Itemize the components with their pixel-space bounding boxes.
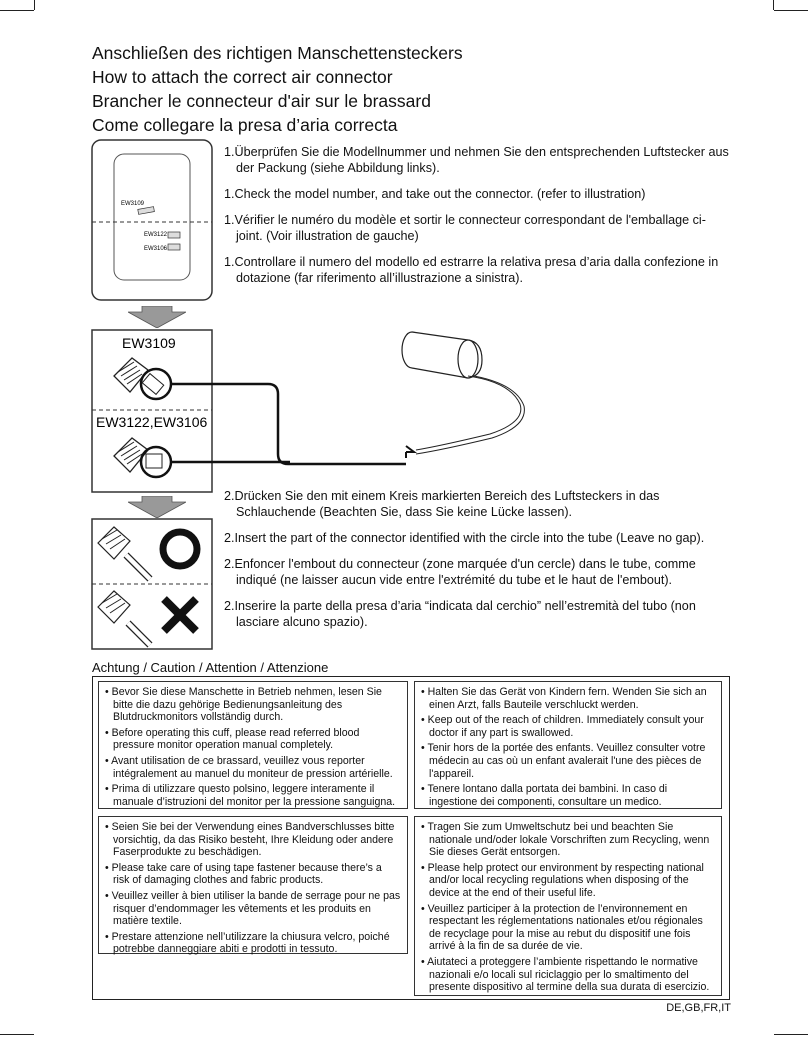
title-en: How to attach the correct air connector [92,67,393,87]
caution-item: • Avant utilisation de ce brassard, veuillez vous reporter intégralement au manuel du moniteur de pression artérielle. [105,754,393,780]
caution-item: • Halten Sie das Gerät von Kindern fern. Wenden Sie sich an einen Arzt, falls Bauteile verschluckt werden. [421,686,707,711]
step2-fr: 2.Enfoncer l'embout du connecteur (zone marquée d'un cercle) dans le tube, comme indiqué (ne laisser aucun vide entre l'extrémité du tube et le haut de l'embout). [224,557,696,587]
down-arrow-icon [128,306,186,328]
caution-item: • Prima di utilizzare questo polsino, leggere interamente il manuale d’istruzioni del monitor per la pressione sanguigna. [105,783,396,808]
down-arrow-icon [128,496,186,518]
caution-item: • Tenere lontano dalla portata dei bambini. In caso di ingestione dei componenti, consultare un medico. [421,783,668,808]
crop-mark [774,1034,808,1035]
model-label-ew3109: EW3109 [122,335,176,351]
caution-item: • Before operating this cuff, please read referred blood pressure monitor operation manual completely. [105,726,360,752]
caution-item: • Tragen Sie zum Umweltschutz bei und beachten Sie nationale und/oder lokale Vorschriften zum Recycling, wenn Sie dieses Gerät entsorgen. [421,821,710,859]
correct-incorrect-diagram [90,517,214,651]
crop-mark [0,10,34,11]
step2-it: 2.Inserire la parte della presa d’aria “indicata dal cerchio” nell’estremità del tubo (non lasciare alcuno spazio). [224,599,696,629]
package-label-ew3109: EW3109 [121,201,145,207]
crop-mark [773,0,774,10]
step2-instructions [224,488,730,630]
caution-heading: Achtung / Caution / Attention / Attenzione [92,660,329,675]
caution-item: • Veuillez veiller à bien utiliser la bande de serrage pour ne pas risquer d’endommager les vêtements et les produits en matière textile. [105,889,401,928]
step2-en: 2.Insert the part of the connector identified with the circle into the tube (Leave no gap). [224,531,705,545]
model-label-ew3122-ew3106: EW3122,EW3106 [96,414,208,430]
crop-mark [774,10,808,11]
caution-box-children [414,681,722,809]
package-label-ew3106: EW3106 [144,246,168,252]
caution-item: • Veuillez participer à la protection de l’environnement en respectant les réglementations nationales et/ou régionales de recyclage pour la mise au rebut du dispositif une fois arrivé à la fin de sa durée de vie. [421,902,703,953]
caution-box-manual [98,681,408,809]
title-de: Anschließen des richtigen Manschettensteckers [92,43,463,63]
caution-item: • Seien Sie bei der Verwendung eines Bandverschlusses bitte vorsichtig, da das Risiko besteht, Ihre Kleidung oder andere Faserprodukte zu beschädigen. [105,821,395,859]
step1-en: 1.Check the model number, and take out the connector. (refer to illustration) [224,187,646,201]
step2-de: 2.Drücken Sie den mit einem Kreis markierten Bereich des Luftsteckers in das Schlauchende (Beachten Sie, dass Sie keine Lücke lassen). [224,489,660,519]
crop-mark [34,0,35,10]
crop-mark [0,1034,34,1035]
step1-instructions [224,144,730,286]
package-label-ew3122: EW3122 [144,232,168,238]
caution-box-fastener [98,816,408,954]
title-it: Come collegare la presa d’aria correcta [92,115,398,135]
package-illustration [90,138,214,304]
caution-item: • Please take care of using tape fastener because there’s a risk of damaging clothes and fabric products. [105,861,382,887]
caution-panel [92,676,730,1000]
caution-item: • Prestare attenzione nell’utilizzare la chiusura velcro, poiché potrebbe danneggiare abiti e prodotti in tessuto. [105,930,390,956]
step1-fr: 1.Vérifier le numéro du modèle et sortir le connecteur correspondant de l'emballage ci-joint. (Voir illustration de gauche) [224,213,706,243]
caution-item: • Keep out of the reach of children. Immediately consult your doctor if any part is swallowed. [421,714,704,739]
language-codes: DE,GB,FR,IT [666,1002,731,1014]
caution-item: • Please help protect our environment by respecting national and/or local recycling regulations when disposing of the device at the end of their useful life. [421,861,704,899]
step1-de: 1.Überprüfen Sie die Modellnummer und nehmen Sie den entsprechenden Luftstecker aus der Packung (siehe Abbildung links). [224,145,729,175]
cuff-icon [402,332,524,454]
caution-item: • Aiutateci a proteggere l’ambiente rispettando le normative nazionali e/o locali sul riciclaggio per lo smaltimento del presente dispositivo al termine della sua durata di esercizio. [421,955,710,994]
caution-item: • Tenir hors de la portée des enfants. Veuillez consulter votre médecin au cas où un enfant avalerait l'une des pièces de l'appareil. [421,742,706,780]
step1-it: 1.Controllare il numero del modello ed estrarre la relativa presa d’aria dalla confezione in dotazione (far riferimento all’illustrazione a sinistra). [224,255,719,285]
title-fr: Brancher le connecteur d'air sur le brassard [92,91,431,111]
caution-box-recycling [414,816,722,996]
caution-item: • Bevor Sie diese Manschette in Betrieb nehmen, lesen Sie bitte die dazu gehörige Bedienungsanleitung des Blutdruckmonitors vollständig durch. [105,686,382,724]
connector-diagram [90,326,530,496]
